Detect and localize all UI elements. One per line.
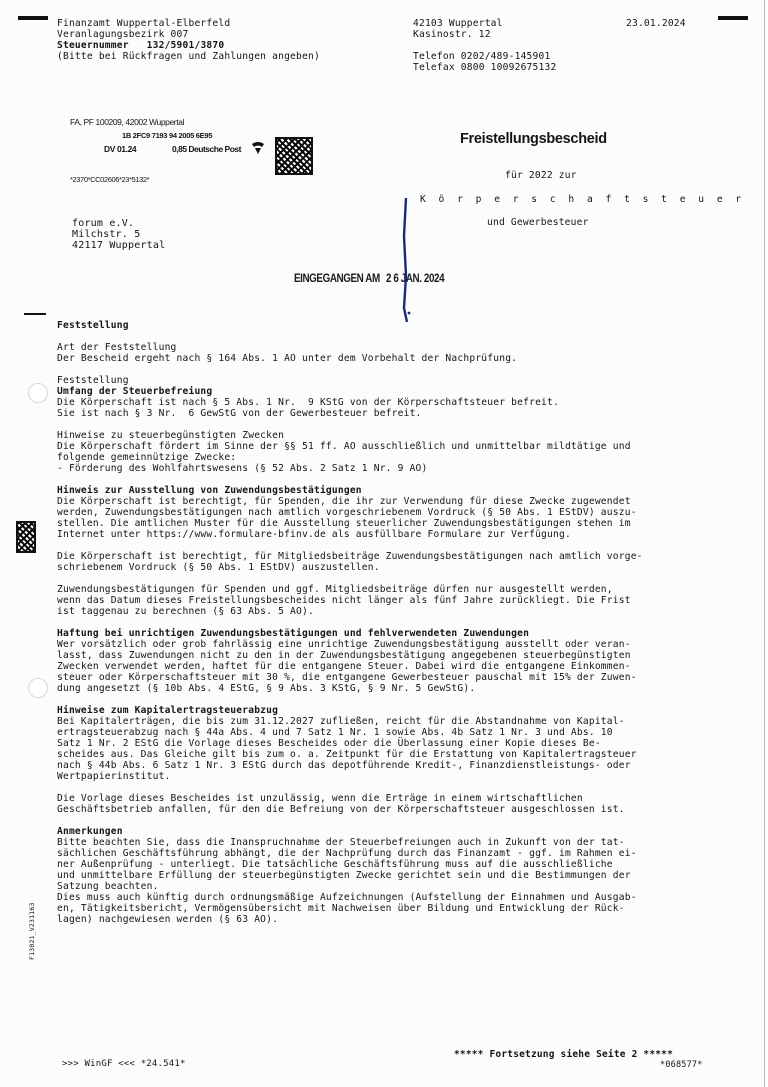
body-line: en, Tätigkeitsbericht, Vermögensübersicht mit Nachweisen über Bildung und Entwicklung der Rück- [57,903,625,914]
heading-haftung: Haftung bei unrichtigen Zuwendungsbestätigungen und fehlverwendeten Zuwendungen [57,628,530,639]
continuation-note: ***** Fortsetzung siehe Seite 2 ***** [454,1049,674,1060]
tax-year-line: für 2022 zur [505,170,577,181]
body-line: stellen. Die amtlichen Muster für die Ausstellung steuerlicher Zuwendungsbestätigungen stehen im [57,518,631,529]
document-body [57,320,757,925]
tracking-code: *2370*CC02606*23*5132* [70,175,150,184]
body-line: Satzung beachten. [57,881,159,892]
tax-type-secondary: und Gewerbesteuer [487,217,589,228]
body-line: Satz 1 Nr. 2 EStG die Vorlage dieses Bescheides oder die Überlassung einer Kopie dieses Be- [57,738,601,749]
postage-code: 1B 2FC9 7193 94 2005 6E95 [122,131,213,140]
footer-software: >>> WinGF <<< *24.541* [62,1059,186,1069]
footer-code: *068577* [660,1060,703,1070]
body-line: Sie ist nach § 3 Nr. 6 GewStG von der Gewerbesteuer befreit. [57,408,422,419]
body-line: ner Außenprüfung - unterliegt. Die tatsächliche Geschäftsführung muss auf die ausschließliche [57,859,613,870]
body-line: folgende gemeinnützige Zwecke: [57,452,237,463]
office-street: Kasinostr. 12 [413,29,491,40]
document-title: Freistellungsbescheid [460,131,607,147]
body-line: Zuwendungsbestätigungen für Spenden und ggf. Mitgliedsbeiträge dürfen nur ausgestellt werden, [57,584,613,595]
page-edge [764,0,765,1087]
body-line: Die Körperschaft ist berechtigt, für Spenden, die ihr zur Verwendung für diese Zwecke zugewendet [57,496,631,507]
body-line: Die Körperschaft fördert im Sinne der §§ 51 ff. AO ausschließlich und unmittelbar mildtätige und [57,441,631,452]
office-city: 42103 Wuppertal [413,18,503,29]
body-line: Zwecken verwendet werden, haftet für die entgangene Steuer. Dabei wird die entgangene Einkommen- [57,661,631,672]
body-line: wenn das Datum dieses Freistellungsbescheides nicht länger als fünf Jahre zurückliegt. Die Frist [57,595,631,606]
zwecke-label: Hinweise zu steuerbegünstigten Zwecken [57,430,285,441]
office-name: Finanzamt Wuppertal-Elberfeld [57,18,231,29]
received-stamp-date: 2 6 JAN. 2024 [386,271,445,285]
side-code: F13021_V231163 [28,902,36,960]
signature-stroke [398,196,414,324]
postage-amount: 0,85 Deutsche Post [172,144,241,154]
feststellung-label: Feststellung [57,375,129,386]
body-line: scheides aus. Das Gleiche gilt bis zum o. a. Zeitpunkt für die Erstattung von Kapitalertragsteuer [57,749,637,760]
heading-ausstellung: Hinweis zur Ausstellung von Zuwendungsbestätigungen [57,485,362,496]
return-address: FA, PF 100209, 42002 Wuppertal [70,117,185,127]
recipient-city: 42117 Wuppertal [72,240,166,251]
body-line: werden, Zuwendungsbestätigungen nach amtlich vorgeschriebenem Vordruck (§ 50 Abs. 1 EStDV) auszu- [57,507,637,518]
body-line: Die Körperschaft ist nach § 5 Abs. 1 Nr. 9 KStG von der Körperschaftsteuer befreit. [57,397,559,408]
postage-datamatrix [275,137,313,175]
body-line: dung angesetzt (§ 10b Abs. 4 EStG, § 9 Abs. 3 KStG, § 9 Nr. 5 GewStG). [57,683,476,694]
art-text: Der Bescheid ergeht nach § 164 Abs. 1 AO unter dem Vorbehalt der Nachprüfung. [57,353,518,364]
document-date: 23.01.2024 [626,18,686,29]
office-phone: Telefon 0202/489-145901 [413,51,551,62]
assessment-district: Veranlagungsbezirk 007 [57,29,189,40]
body-line: ertragsteuerabzug nach § 44a Abs. 4 und 7 Satz 1 Nr. 1 sowie Abs. 4b Satz 1 Nr. 3 und Abs. 10 [57,727,613,738]
tax-number: 132/5901/3870 [146,40,225,51]
heading-feststellung: Feststellung [57,320,129,331]
fold-mark-top-left [18,16,48,20]
body-line: und unmittelbare Erfüllung der steuerbegünstigten Zwecke gerichtet sein und die Bestimmungen der [57,870,631,881]
body-line: - Förderung des Wohlfahrtswesens (§ 52 Abs. 2 Satz 1 Nr. 9 AO) [57,463,428,474]
body-line: Bei Kapitalerträgen, die bis zum 31.12.2027 zufließen, reicht für die Abstandnahme von Kapital- [57,716,625,727]
punch-hole-upper [28,383,48,403]
body-line: Die Körperschaft ist berechtigt, für Mitgliedsbeiträge Zuwendungsbestätigungen nach amtlich vorge- [57,551,643,562]
body-line: Bitte beachten Sie, dass die Inanspruchnahme der Steuerbefreiungen auch in Zukunft von der tat- [57,837,625,848]
margin-datamatrix [16,521,36,553]
body-line: Internet unter https://www.formulare-bfinv.de als ausfüllbare Formulare zur Verfügung. [57,529,571,540]
art-label: Art der Feststellung [57,342,177,353]
body-line: Die Vorlage dieses Bescheides ist unzulässig, wenn die Erträge in einem wirtschaftlichen [57,793,583,804]
body-line: schriebenem Vordruck (§ 50 Abs. 1 EStDV) auszustellen. [57,562,380,573]
body-line: sächlichen Geschäftsführung abhängt, die der Nachprüfung durch das Finanzamt - ggf. im Rahmen ei- [57,848,637,859]
recipient-block [72,218,165,251]
sender-block [57,18,320,62]
body-line: Wer vorsätzlich oder grob fahrlässig eine unrichtige Zuwendungsbestätigung ausstellt oder veran- [57,639,631,650]
recipient-street: Milchstr. 5 [72,229,141,240]
received-stamp-label: EINGEGANGEN AM [294,271,380,285]
fold-mark-middle [24,313,46,315]
recipient-name: forum e.V. [72,218,135,229]
posthorn-icon [250,141,266,155]
fold-mark-top-right [718,16,748,20]
body-line: lagen) nachgewiesen werden (§ 63 AO). [57,914,279,925]
body-line: Geschäftsbetrieb anfallen, für den die Befreiung von der Körperschaftsteuer ausgeschlossen ist. [57,804,625,815]
heading-kapitalertrag: Hinweise zum Kapitalertragsteuerabzug [57,705,279,716]
body-line: ist taggenau zu berechnen (§ 63 Abs. 5 AO). [57,606,314,617]
body-line: nach § 44b Abs. 6 Satz 1 Nr. 3 EStG durch das depotführende Kredit-, Finanzdienstleistungs- oder [57,760,631,771]
office-address [413,18,556,73]
body-line: Dies muss auch künftig durch ordnungsmäßige Aufzeichnungen (Aufstellung der Einnahmen und Ausgab- [57,892,637,903]
body-line: steuer oder Körperschaftsteuer mit 30 %, die entgangene Gewerbesteuer pauschal mit 15% der Zuwen- [57,672,637,683]
postage-dv: DV 01.24 [104,144,137,154]
heading-umfang: Umfang der Steuerbefreiung [57,386,213,397]
punch-hole-lower [28,678,48,698]
body-line: Wertpapierinstitut. [57,771,171,782]
office-fax: Telefax 0800 10092675132 [413,62,557,73]
tax-type: K ö r p e r s c h a f t s t e u e r [420,194,745,205]
heading-anmerkungen: Anmerkungen [57,826,123,837]
reference-note: (Bitte bei Rückfragen und Zahlungen angeben) [57,51,320,62]
tax-number-label: Steuernummer [57,40,129,51]
body-line: lasst, dass Zuwendungen nicht zu den in der Zuwendungsbestätigung angegebenen steuerbegünstigten [57,650,631,661]
